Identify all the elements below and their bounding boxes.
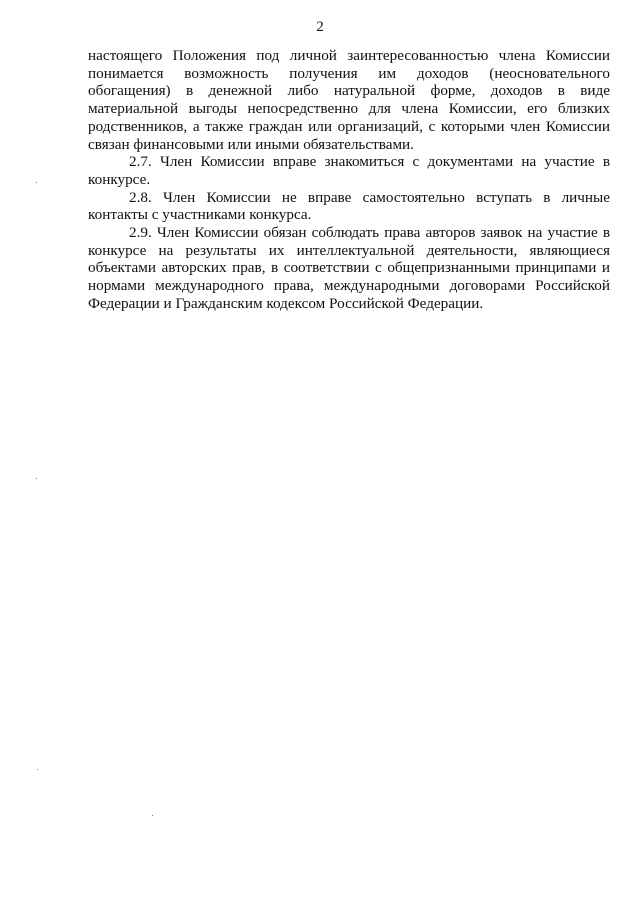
page-number: 2 (316, 19, 324, 35)
paragraph-2-7: 2.7. Член Комиссии вправе знакомиться с документами на участие в конкурсе. (88, 153, 610, 188)
scan-speck (37, 769, 38, 770)
paragraph-2-8: 2.8. Член Комиссии не вправе самостоятельно вступать в личные контакты с участниками конкурса. (88, 188, 610, 224)
paragraph-continuation: настоящего Положения под личной заинтересованностью члена Комиссии понимается возможность получения им доходов (неосновательного обогащения) в денежной либо натуральной форме, доходов в виде материальной выгоды непосредственно для члена Комиссии, его близких родственников, а также граждан или организаций, с которыми член Комиссии связан финансовыми или иными обязательствами. (88, 47, 610, 153)
paragraph-2-9: 2.9. Член Комиссии обязан соблюдать права авторов заявок на участие в конкурсе на результаты их интеллектуальной деятельности, являющиеся объектами авторских прав, в соответствии с общепризнанными принципами и нормами международного права, международными договорами Российской Федерации и Гражданским кодексом Российской Федерации. (88, 224, 610, 312)
scan-speck (36, 182, 37, 183)
scan-speck (152, 815, 153, 816)
document-body (88, 47, 610, 313)
scan-speck (36, 478, 37, 479)
